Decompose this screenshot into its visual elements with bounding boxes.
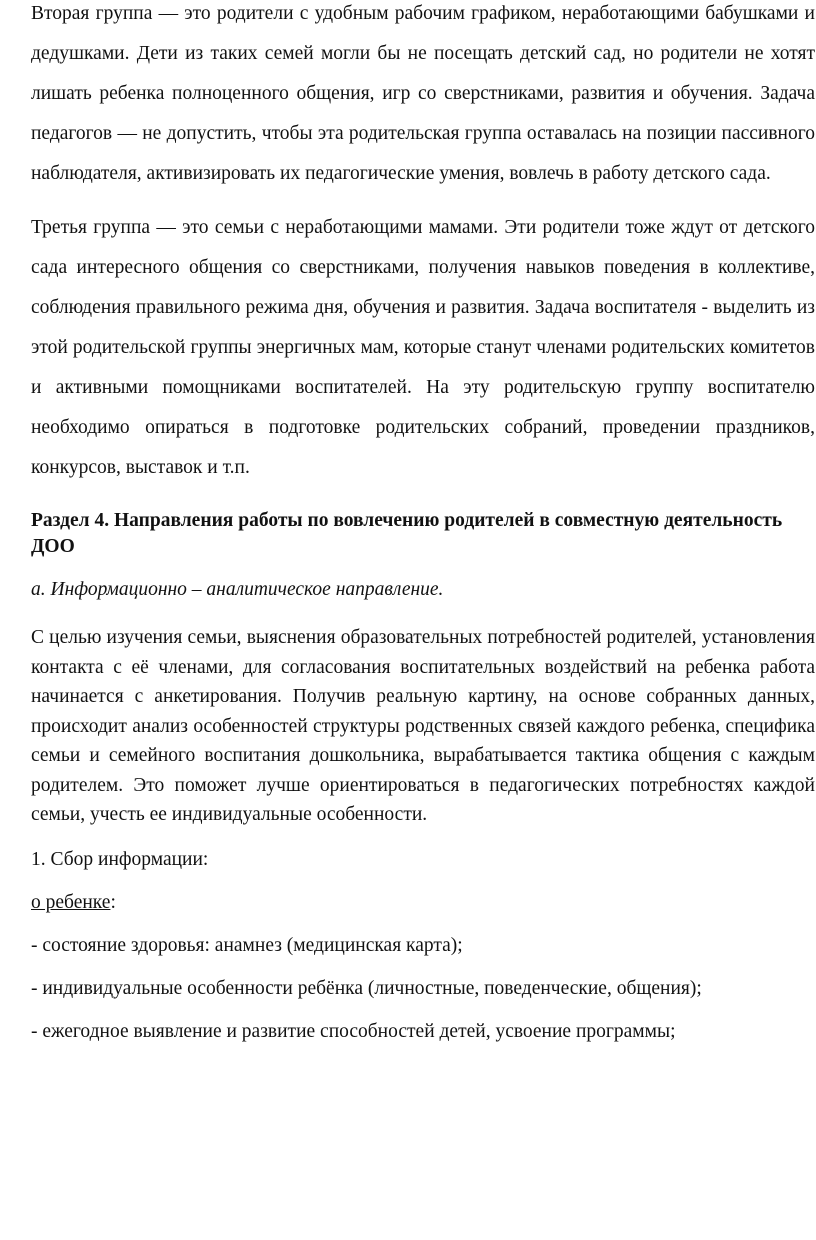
list-item-individual-traits: - индивидуальные особенности ребёнка (личностные, поведенческие, общения); <box>31 977 702 999</box>
about-child-label: о ребенке <box>31 891 111 913</box>
document-page <box>31 0 815 1045</box>
paragraph-second-group: Вторая группа — это родители с удобным рабочим графиком, неработающими бабушками и дедушками. Дети из таких семей могли бы не посещать детский сад, но родители не хотят лишать ребенка полноценного общения, игр со сверстниками, развития и обучения. Задача педагогов — не допустить, чтобы эта родительская группа оставалась на позиции пассивного наблюдателя, активизировать их педагогические умения, вовлечь в работу детского сада. <box>31 3 815 184</box>
subsection-heading: а. Информационно – аналитическое направление. <box>31 579 444 600</box>
list-item-abilities: - ежегодное выявление и развитие способностей детей, усвоение программы; <box>31 1020 676 1042</box>
paragraph-third-group: Третья группа — это семьи с неработающими мамами. Эти родители тоже ждут от детского сада интересного общения со сверстниками, получения навыков поведения в коллективе, соблюдения правильного режима дня, обучения и развития. Задача воспитателя - выделить из этой родительской группы энергичных мам, которые станут членами родительских комитетов и активными помощниками воспитателей. На эту родительскую группу воспитателю необходимо опираться в подготовке родительских собраний, проведении праздников, конкурсов, выставок и т.п. <box>31 217 815 478</box>
about-child-line <box>31 890 815 916</box>
section-heading: Раздел 4. Направления работы по вовлечению родителей в совместную деятельность ДОО <box>31 510 783 557</box>
paragraph-family-study: С целью изучения семьи, выяснения образовательных потребностей родителей, установления контакта с её членами, для согласования воспитательных воздействий на ребенка работа начинается с анкетирования. Получив реальную картину, на основе собранных данных, происходит анализ особенностей структуры родственных связей каждого ребенка, специфика семьи и семейного воспитания дошкольника, вырабатывается тактика общения с каждым родителем. Это поможет лучше ориентироваться в педагогических потребностях каждой семьи, учесть ее индивидуальные особенности. <box>31 627 815 825</box>
list-title: 1. Сбор информации: <box>31 848 209 870</box>
about-child-colon: : <box>110 891 116 913</box>
list-item-health: - состояние здоровья: анамнез (медицинская карта); <box>31 934 463 956</box>
